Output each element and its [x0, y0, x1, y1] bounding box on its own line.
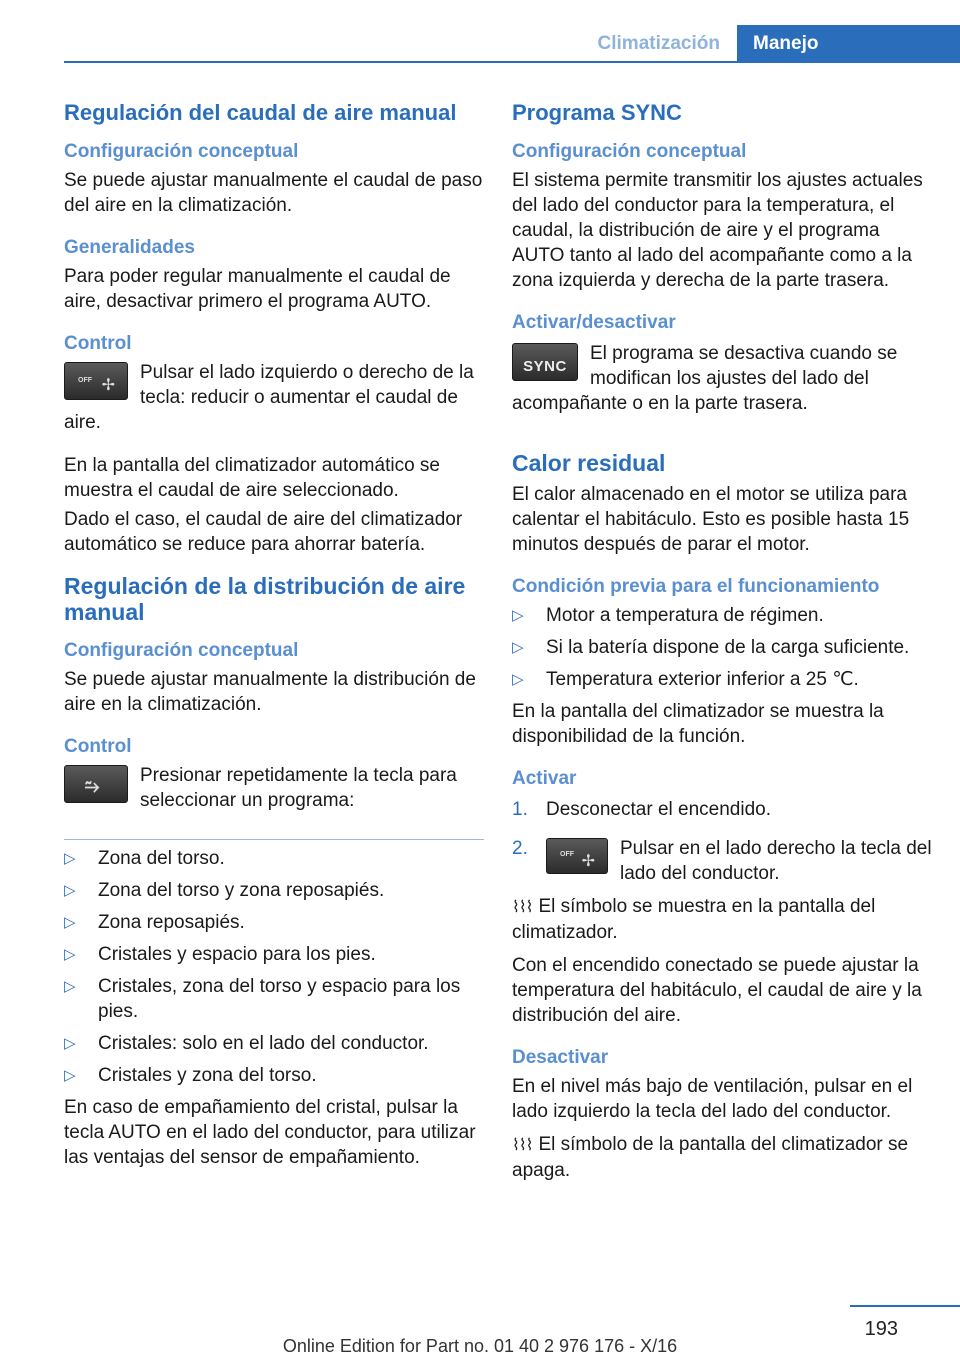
residual-heat-icon: ⌇⌇⌇ — [512, 899, 533, 916]
text-display-1: En la pantalla del climatizador automático se muestra el caudal de aire seleccionado. — [64, 455, 440, 501]
right-column — [512, 100, 932, 1201]
list-item: 1. Desconectar el encendido. — [512, 799, 771, 820]
list-separator — [64, 839, 484, 840]
subheading-concept-2: Configuración conceptual — [64, 640, 299, 661]
air-distribution-key-image — [64, 765, 128, 803]
subheading-deactivate: Desactivar — [512, 1047, 609, 1068]
text-symbol-on: ⌇⌇⌇ El símbolo se muestra en la pantalla del climatizador. — [512, 896, 876, 943]
header-rule — [64, 61, 960, 63]
list-item: ▷ Zona reposapiés. — [64, 910, 484, 935]
text-control-1: OFF ✢ Pulsar el lado izquierdo o derecho de la tecla: reducir o aumentar el caudal de aire. — [64, 362, 474, 433]
list-item: ▷ Cristales: solo en el lado del conductor. — [64, 1031, 484, 1056]
heading-manual-airflow: Regulación del caudal de aire manual — [64, 100, 457, 125]
text-concept-1: Se puede ajustar manualmente el caudal de paso del aire en la climatización. — [64, 170, 483, 216]
list-item: ▷ Cristales y zona del torso. — [64, 1063, 484, 1088]
fan-icon: ✢ — [581, 853, 595, 870]
step-number: 1. — [512, 799, 528, 820]
subheading-control-1: Control — [64, 333, 132, 354]
fan-key-image — [546, 838, 608, 874]
list-item: ▷ Zona del torso. — [64, 846, 484, 871]
text-concept-2: Se puede ajustar manualmente la distribución de aire en la climatización. — [64, 669, 476, 715]
page-header — [0, 0, 960, 62]
off-label: OFF — [78, 377, 92, 384]
text-adjust: Con el encendido conectado se puede ajustar la temperatura del habitáculo, el caudal de aire y la distribución del aire. — [512, 955, 922, 1026]
list-item: ▷ Temperatura exterior inferior a 25 ℃. — [512, 667, 932, 692]
list-item: 2. OFF ✢ Pulsar en el lado derecho la tecla del lado del conductor. — [512, 838, 932, 884]
text-display-2: Dado el caso, el caudal de aire del climatizador automático se reduce para ahorrar batería. — [64, 509, 463, 555]
page-number: 193 — [864, 1318, 898, 1340]
text-onoff: SYNC El programa se desactiva cuando se modifican los ajustes del lado del acompañante o en la parte trasera. — [512, 343, 898, 414]
footer-rule — [850, 1305, 960, 1307]
air-distribution-icon: ⥲ — [85, 776, 100, 796]
fan-icon: ✢ — [101, 377, 115, 394]
list-item: ▷ Si la batería dispone de la carga suficiente. — [512, 635, 932, 660]
subheading-onoff: Activar/desactivar — [512, 312, 676, 333]
subheading-general: Generalidades — [64, 237, 195, 258]
header-section-title: Climatización — [597, 33, 720, 54]
text-residual: El calor almacenado en el motor se utiliza para calentar el habitáculo. Esto es posible hasta 15 minutos después de parar el motor. — [512, 484, 910, 555]
header-chapter-tab: Manejo — [737, 25, 960, 62]
text-general: Para poder regular manualmente el caudal de aire, desactivar primero el programa AUTO. — [64, 266, 451, 312]
left-column — [64, 100, 484, 1188]
program-list — [64, 846, 484, 1088]
fan-key-image — [64, 362, 128, 400]
list-item: ▷ Zona del torso y zona reposapiés. — [64, 878, 484, 903]
step-number: 2. — [512, 838, 528, 859]
subheading-concept-1: Configuración conceptual — [64, 141, 299, 162]
activate-steps — [512, 797, 932, 886]
off-label: OFF — [560, 851, 574, 858]
subheading-concept-sync: Configuración conceptual — [512, 141, 747, 162]
text-availability: En la pantalla del climatizador se muestra la disponibilidad de la función. — [512, 701, 884, 747]
subheading-activate: Activar — [512, 768, 577, 789]
heading-residual-heat: Calor residual — [512, 450, 666, 476]
edition-footer: Online Edition for Part no. 01 40 2 976 176 - X/16 — [282, 1336, 678, 1356]
sync-key-image — [512, 343, 578, 381]
text-control-2: ⥲ Presionar repetidamente la tecla para seleccionar un programa: — [64, 763, 484, 813]
list-item: ▷ Cristales, zona del torso y espacio para los pies. — [64, 974, 484, 1024]
sync-label: SYNC — [523, 358, 567, 375]
text-symbol-off: ⌇⌇⌇ El símbolo de la pantalla del climatizador se apaga. — [512, 1134, 909, 1181]
text-fog: En caso de empañamiento del cristal, pulsar la tecla AUTO en el lado del conductor, para utilizar las ventajas del sensor de empañamiento. — [64, 1097, 476, 1168]
heading-manual-distribution: Regulación de la distribución de aire manual — [64, 573, 466, 625]
list-item: ▷ Motor a temperatura de régimen. — [512, 603, 932, 628]
text-deactivate: En el nivel más bajo de ventilación, pulsar en el lado izquierdo la tecla del lado del conductor. — [512, 1076, 913, 1122]
residual-heat-icon: ⌇⌇⌇ — [512, 1137, 533, 1154]
precondition-list — [512, 603, 932, 692]
subheading-precondition: Condición previa para el funcionamiento — [512, 576, 880, 597]
list-item: ▷ Cristales y espacio para los pies. — [64, 942, 484, 967]
heading-sync: Programa SYNC — [512, 100, 682, 125]
text-concept-sync: El sistema permite transmitir los ajustes actuales del lado del conductor para la temperatura, el caudal, la distribución de aire y el programa AUTO tanto al lado del acompañante como a la zona izquierda y derecha de la parte trasera. — [512, 170, 923, 291]
subheading-control-2: Control — [64, 736, 132, 757]
